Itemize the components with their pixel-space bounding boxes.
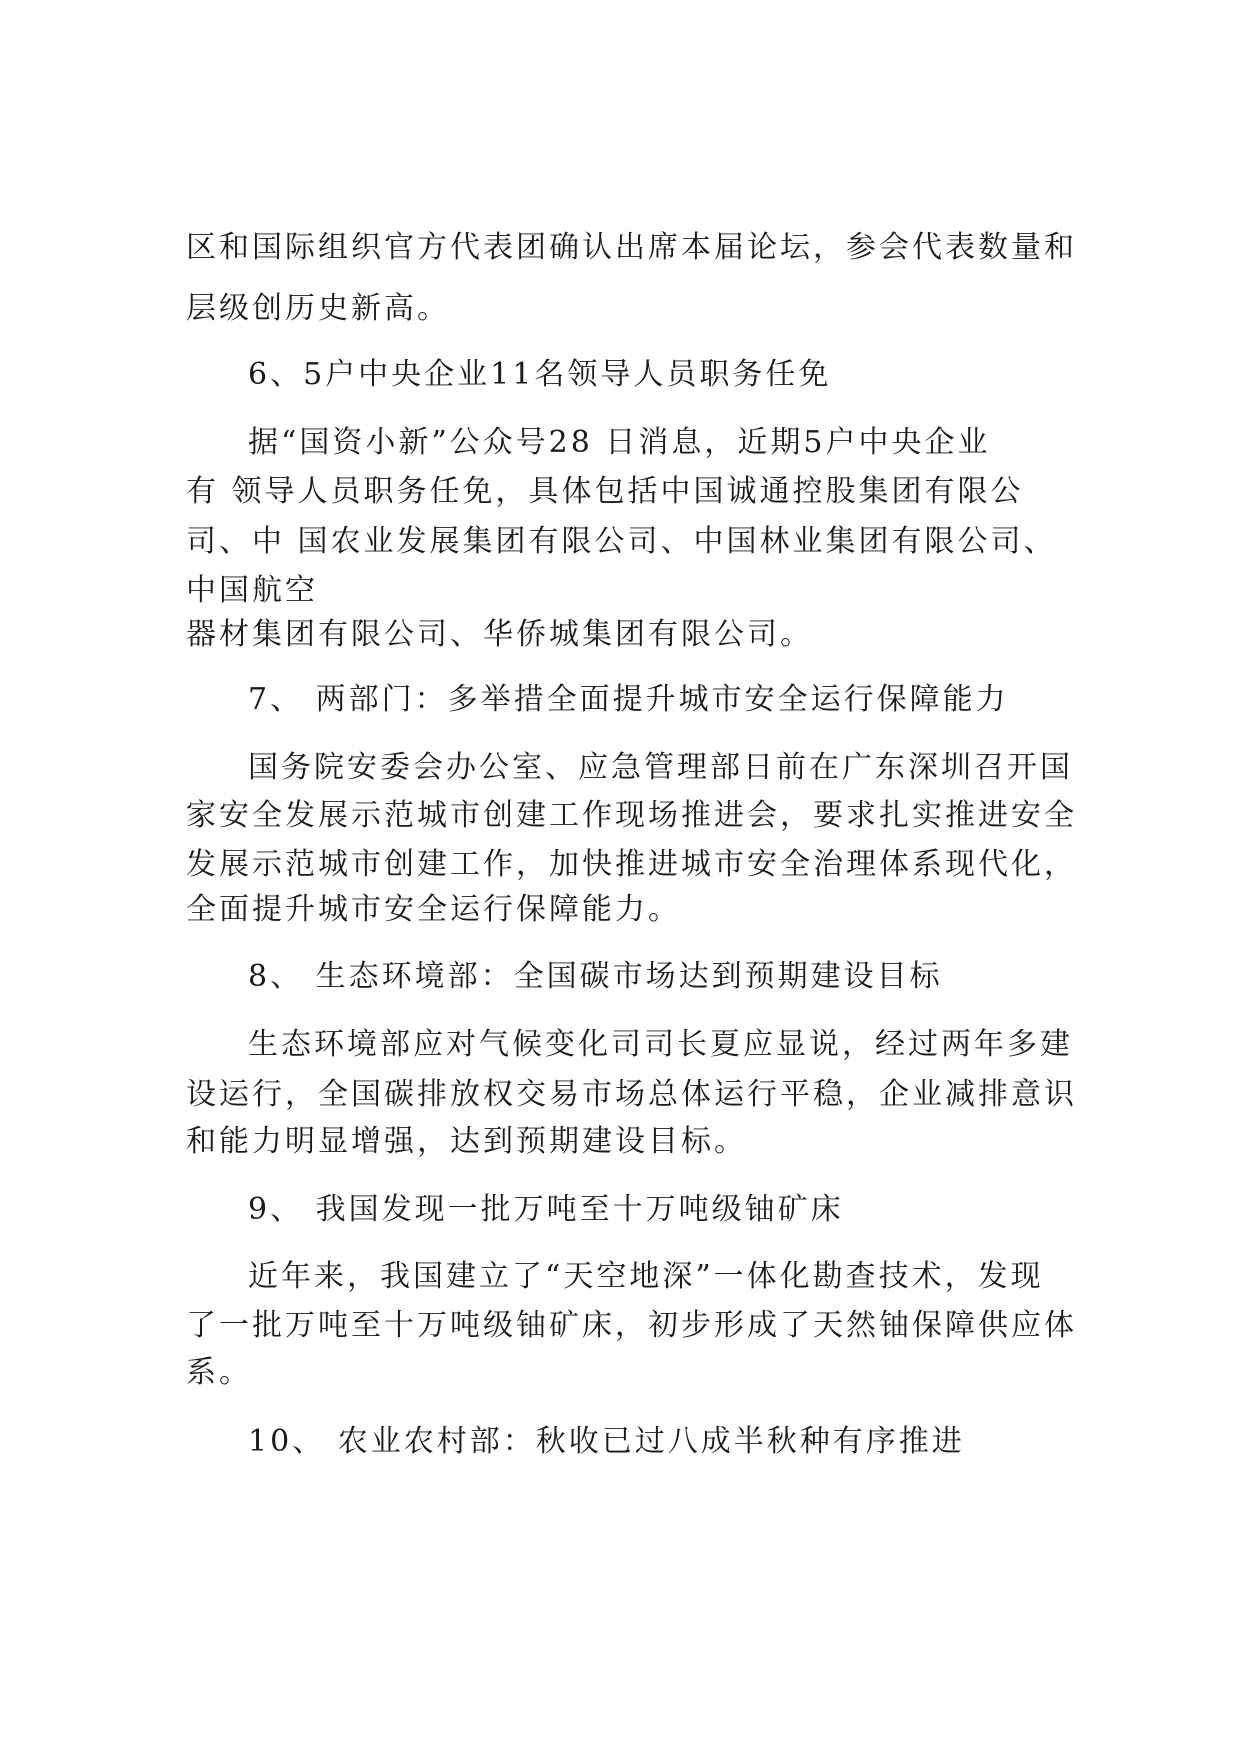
paragraph-line: 发展示范城市创建工作，加快推进城市安全治理体系现代化， (186, 847, 1077, 882)
paragraph-line: 生态环境部应对气候变化司司长夏应显说，经过两年多建 (248, 1027, 1073, 1062)
paragraph-line: 设运行，全国碳排放权交易市场总体运行平稳，企业减排意识 (186, 1077, 1077, 1112)
paragraph-line: 家安全发展示范城市创建工作现场推进会，要求扎实推进安全 (186, 798, 1077, 833)
news-heading-10: 10、 农业农村部：秋收已过八成半秋种有序推进 (248, 1424, 965, 1459)
paragraph-line: 系。 (186, 1355, 252, 1390)
paragraph-line: 了一批万吨至十万吨级铀矿床，初步形成了天然铀保障供应体 (186, 1308, 1077, 1343)
news-heading-7: 7、 两部门：多举措全面提升城市安全运行保障能力 (248, 682, 1009, 717)
paragraph-line: 国务院安委会办公室、应急管理部日前在广东深圳召开国 (248, 750, 1073, 785)
paragraph-line: 司、中 国农业发展集团有限公司、中国林业集团有限公司、 (186, 524, 1057, 559)
paragraph-line: 器材集团有限公司、华侨城集团有限公司。 (186, 617, 813, 652)
paragraph-line: 有 领导人员职务任免，具体包括中国诚通控股集团有限公 (186, 474, 1024, 509)
paragraph-line: 和能力明显增强，达到预期建设目标。 (186, 1124, 747, 1159)
paragraph-line: 区和国际组织官方代表团确认出席本届论坛，参会代表数量和 (186, 230, 1077, 265)
paragraph-line: 据“国资小新”公众号28 日消息，近期5户中央企业 (248, 425, 991, 460)
paragraph-line: 近年来，我国建立了“天空地深”一体化勘查技术，发现 (248, 1259, 1044, 1294)
news-heading-6: 6、5户中央企业11名领导人员职务任免 (248, 357, 832, 392)
paragraph-line: 层级创历史新高。 (186, 291, 450, 326)
paragraph-line: 全面提升城市安全运行保障能力。 (186, 892, 681, 927)
paragraph-line: 中国航空 (186, 573, 318, 608)
news-heading-8: 8、 生态环境部：全国碳市场达到预期建设目标 (248, 959, 943, 994)
news-heading-9: 9、 我国发现一批万吨至十万吨级铀矿床 (248, 1192, 844, 1227)
